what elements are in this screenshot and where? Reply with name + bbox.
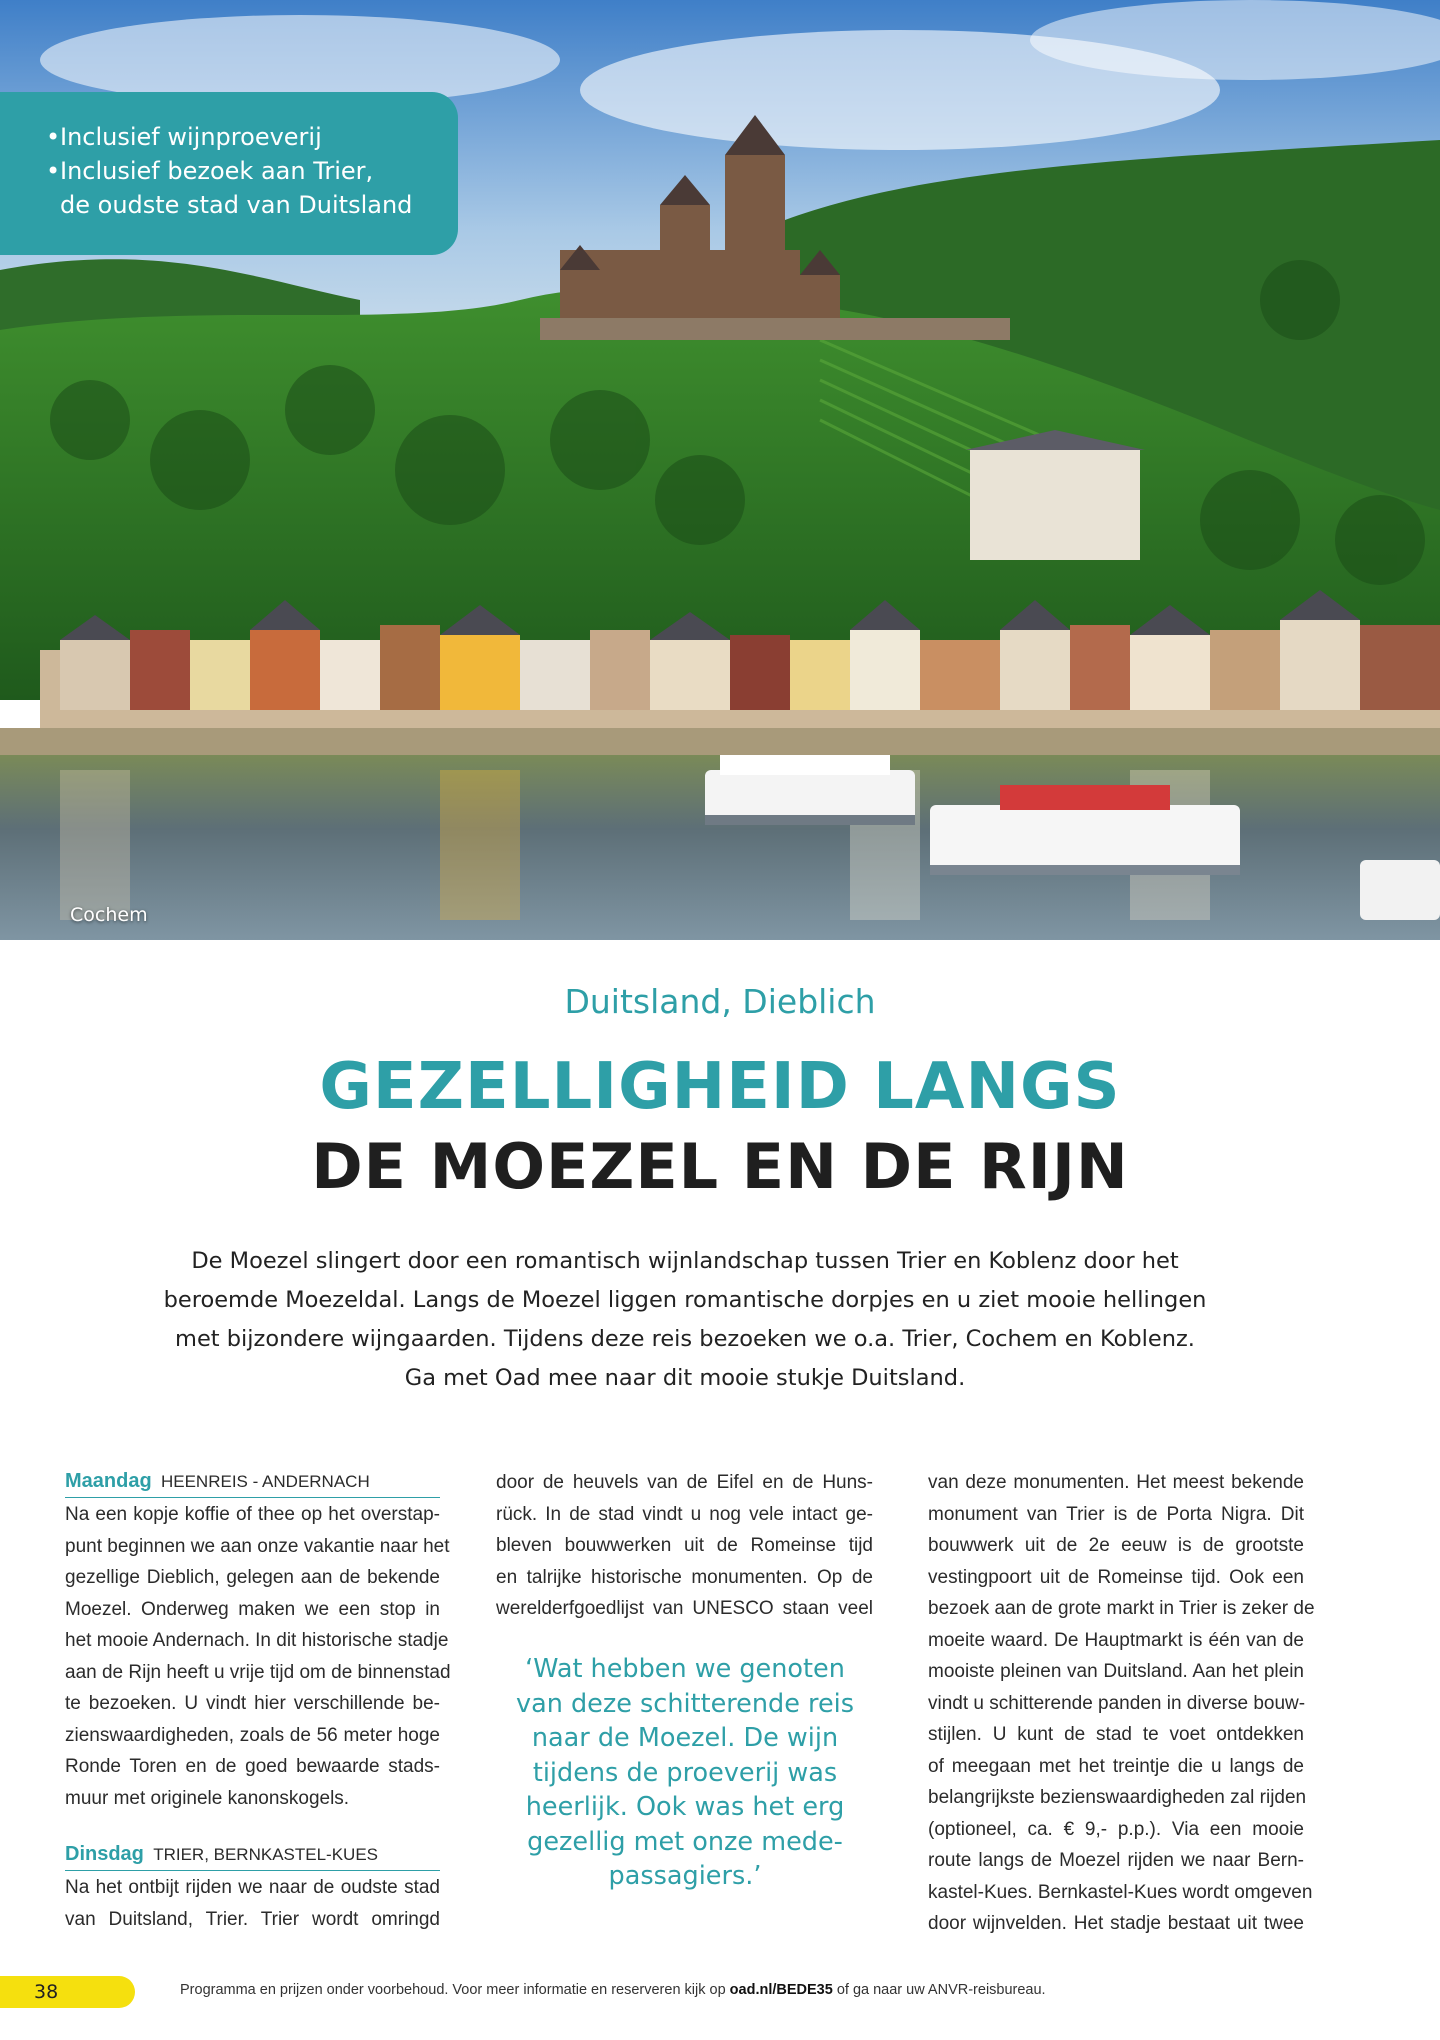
- day-name: Dinsdag: [65, 1843, 144, 1865]
- body-line: bezoek aan de grote markt in Trier is zeker de: [928, 1598, 1315, 1619]
- body-line: bouwwerk uit de 2e eeuw is de grootste: [928, 1535, 1304, 1556]
- body-line: muur met originele kanonskogels.: [65, 1787, 350, 1809]
- body-line: monument van Trier is de Porta Nigra. Dit: [928, 1503, 1304, 1525]
- body-line: zienswaardigheden, zoals de 56 meter hoge: [65, 1724, 440, 1746]
- photo-caption: Cochem: [70, 904, 148, 926]
- day-name: Maandag: [65, 1470, 152, 1492]
- body-line: het mooie Andernach. In dit historische stadje: [65, 1630, 449, 1651]
- promo-bullet: • Inclusief wijnproeverij: [60, 120, 438, 154]
- quote-line: tijdens de proeverij was: [532, 1757, 838, 1788]
- quote-line: gezellig met onze mede-: [527, 1826, 843, 1857]
- page-title-line2: DE MOEZEL EN DE RIJN: [311, 1130, 1129, 1203]
- promo-box: [0, 92, 458, 255]
- body-line: van deze monumenten. Het meest bekende: [928, 1472, 1304, 1493]
- intro-line: Ga met Oad mee naar dit mooie stukje Duitsland.: [404, 1365, 966, 1391]
- body-line: vestingpoort uit de Romeinse tijd. Ook een: [928, 1566, 1304, 1588]
- promo-bullet: • Inclusief bezoek aan Trier,: [60, 154, 438, 188]
- body-line: van Duitsland, Trier. Trier wordt omringd: [65, 1908, 440, 1930]
- body-line: vindt u schitterende panden in diverse bouw-: [928, 1692, 1306, 1714]
- footer-note: [180, 1982, 1046, 1998]
- quote-line: ‘Wat hebben we genoten: [525, 1654, 845, 1684]
- body-line: Ronde Toren en de goed bewaarde stads-: [65, 1756, 440, 1777]
- body-line: route langs de Moezel rijden we naar Bern-: [928, 1850, 1304, 1871]
- intro-line: De Moezel slingert door een romantisch wijnlandschap tussen Trier en Koblenz door het: [191, 1248, 1179, 1274]
- body-line: Na een kopje koffie of thee op het overstap-: [65, 1504, 440, 1525]
- footer-link[interactable]: oad.nl/BEDE35: [729, 1982, 833, 1998]
- body-line: aan de Rijn heeft u vrije tijd om de binnenstad: [65, 1661, 451, 1683]
- body-line: door de heuvels van de Eifel en de Huns-: [496, 1472, 873, 1493]
- body-line: en talrijke historische monumenten. Op de: [496, 1566, 873, 1588]
- body-line: of meegaan met het treintje die u langs de: [928, 1755, 1304, 1777]
- boat-icon: [1360, 860, 1440, 920]
- body-line: door wijnvelden. Het stadje bestaat uit twee: [928, 1913, 1304, 1934]
- page-title: GEZELLIGHEID LANGS: [319, 1050, 1121, 1124]
- footer-text-end: of ga naar uw ANVR-reisbureau.: [832, 1982, 1046, 1998]
- hero-photo: [0, 0, 1440, 940]
- body-line: stijlen. U kunt de stad te voet ontdekken: [928, 1724, 1304, 1745]
- body-line: belangrijkste bezienswaardigheden zal rijden: [928, 1787, 1307, 1808]
- day-heading: [65, 1840, 440, 1871]
- page-subtitle: Duitsland, Dieblich: [564, 982, 876, 1021]
- body-line: rück. In de stad vindt u nog vele intact ge-: [496, 1503, 873, 1525]
- body-line: werelderfgoedlijst van UNESCO staan veel: [496, 1598, 873, 1619]
- column-3: [928, 1467, 1315, 1940]
- body-line: Na het ontbijt rijden we naar de oudste stad: [65, 1877, 440, 1898]
- day-place: HEENREIS - ANDERNACH: [160, 1472, 370, 1491]
- body-line: moeite waard. De Hauptmarkt is één van de: [928, 1629, 1304, 1651]
- boat-icon: [705, 755, 915, 825]
- day-place: TRIER, BERNKASTEL-KUES: [153, 1845, 379, 1864]
- quote-line: passagiers.’: [608, 1861, 762, 1891]
- page-number: 38: [0, 1976, 135, 2008]
- day-heading: [65, 1467, 440, 1498]
- promo-bullet-continuation: de oudste stad van Duitsland: [60, 191, 413, 219]
- body-line: mooiste pleinen van Duitsland. Aan het plein: [928, 1661, 1304, 1682]
- quote-line: naar de Moezel. De wijn: [531, 1723, 839, 1753]
- body-line: (optioneel, ca. € 9,- p.p.). Via een mooie: [928, 1818, 1304, 1840]
- footer-text: Programma en prijzen onder voorbehoud. Voor meer informatie en reserveren kijk op: [180, 1982, 730, 1998]
- column-1: [65, 1467, 451, 1935]
- body-line: Moezel. Onderweg maken we een stop in: [65, 1598, 440, 1620]
- body-line: bleven bouwwerken uit de Romeinse tijd: [496, 1535, 873, 1556]
- body-line: punt beginnen we aan onze vakantie naar het: [65, 1535, 450, 1557]
- body-line: gezellige Dieblich, gelegen aan de bekende: [65, 1567, 440, 1588]
- body-line: te bezoeken. U vindt hier verschillende be-: [65, 1693, 440, 1714]
- quote-line: van deze schitterende reis: [515, 1688, 854, 1719]
- intro-paragraph: [160, 1242, 1210, 1398]
- quote-line: heerlijk. Ook was het erg: [525, 1792, 845, 1822]
- body-line: kastel-Kues. Bernkastel-Kues wordt omgeven: [928, 1881, 1313, 1903]
- column-2: [496, 1467, 873, 1625]
- intro-line: beroemde Moezeldal. Langs de Moezel liggen romantische dorpjes en u ziet mooie hellingen: [163, 1287, 1207, 1313]
- intro-line: met bijzondere wijngaarden. Tijdens deze reis bezoeken we o.a. Trier, Cochem en Koblenz.: [175, 1326, 1195, 1352]
- testimonial-quote: [500, 1652, 870, 1894]
